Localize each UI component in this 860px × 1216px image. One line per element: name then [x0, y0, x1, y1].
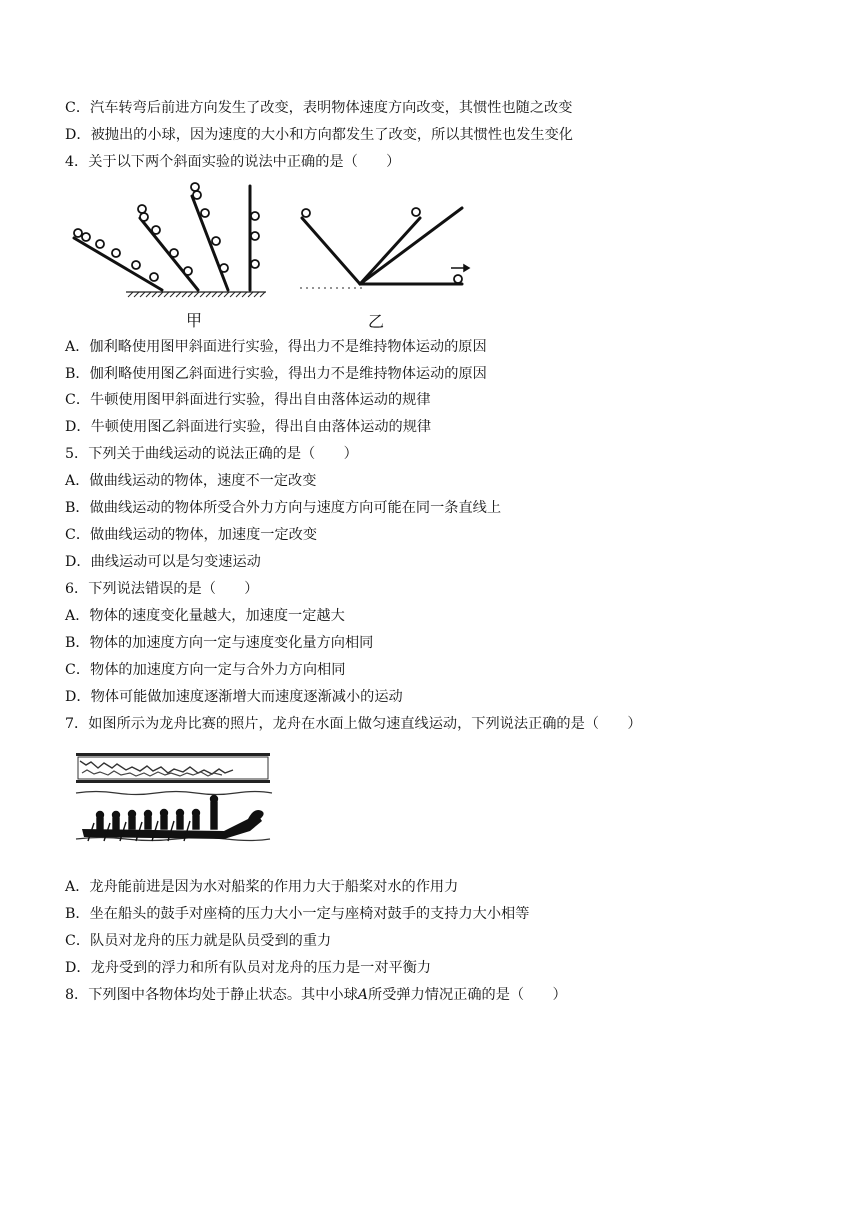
q5-option-b: B．做曲线运动的物体所受合外力方向与速度方向可能在同一条直线上 [65, 500, 502, 516]
figure-jia-balls [74, 183, 259, 281]
dragon-boat-photo [74, 749, 274, 849]
q4-option-a: A．伽利略使用图甲斜面进行实验，得出力不是维持物体运动的原因 [65, 339, 487, 355]
q4-option-d: D．牛顿使用图乙斜面进行实验，得出自由落体运动的规律 [65, 419, 432, 435]
q4-option-b: B．伽利略使用图乙斜面进行实验，得出力不是维持物体运动的原因 [65, 366, 487, 382]
figure-jia-label: 甲 [186, 311, 203, 330]
q7-option-c: C．队员对龙舟的压力就是队员受到的重力 [65, 933, 332, 949]
figure-jia-inclines [74, 186, 250, 290]
q6-option-c: C．物体的加速度方向一定与合外力方向相同 [65, 662, 346, 678]
q7-option-a: A．龙舟能前进是因为水对船桨的作用力大于船桨对水的作用力 [65, 879, 459, 895]
q8-stem-variable: A [357, 987, 369, 1003]
q7-option-b: B．坐在船头的鼓手对座椅的压力大小一定与座椅对鼓手的支持力大小相等 [65, 906, 530, 922]
q7-stem: 7．如图所示为龙舟比赛的照片，龙舟在水面上做匀速直线运动，下列说法正确的是（ ） [65, 716, 642, 732]
figure-yi-label: 乙 [368, 312, 385, 331]
q4-option-c: C．牛顿使用图甲斜面进行实验，得出自由落体运动的规律 [65, 392, 431, 408]
figure-jia-ground [126, 292, 266, 297]
arrow-right-icon [451, 265, 469, 271]
q3-option-c: C．汽车转弯后前进方向发生了改变，表明物体速度方向改变，其惯性也随之改变 [65, 100, 573, 116]
q4-stem: 4．关于以下两个斜面实验的说法中正确的是（ ） [65, 154, 401, 170]
incline-experiment-figure [70, 180, 490, 335]
q6-option-b: B．物体的加速度方向一定与速度变化量方向相同 [65, 635, 374, 651]
q6-option-a: A．物体的速度变化量越大，加速度一定越大 [65, 608, 345, 624]
q5-option-c: C．做曲线运动的物体，加速度一定改变 [65, 527, 318, 543]
q8-stem [65, 985, 567, 1005]
q5-option-d: D．曲线运动可以是匀变速运动 [65, 554, 261, 570]
q6-option-d: D．物体可能做加速度逐渐增大而速度逐渐减小的运动 [65, 689, 403, 705]
q5-option-a: A．做曲线运动的物体，速度不一定改变 [65, 473, 317, 489]
q3-option-d: D．被抛出的小球，因为速度的大小和方向都发生了改变，所以其惯性也发生变化 [65, 127, 573, 143]
photo-crowd-band [76, 753, 270, 783]
q7-option-d: D．龙舟受到的浮力和所有队员对龙舟的压力是一对平衡力 [65, 960, 432, 976]
figure-yi-inclines [302, 208, 462, 284]
q6-stem: 6．下列说法错误的是（ ） [65, 581, 259, 597]
q5-stem: 5．下列关于曲线运动的说法正确的是（ ） [65, 446, 358, 462]
q8-stem-prefix: 8．下列图中各物体均处于静止状态。其中小球 [65, 987, 358, 1003]
q8-stem-suffix: 所受弹力情况正确的是（ ） [368, 987, 567, 1003]
